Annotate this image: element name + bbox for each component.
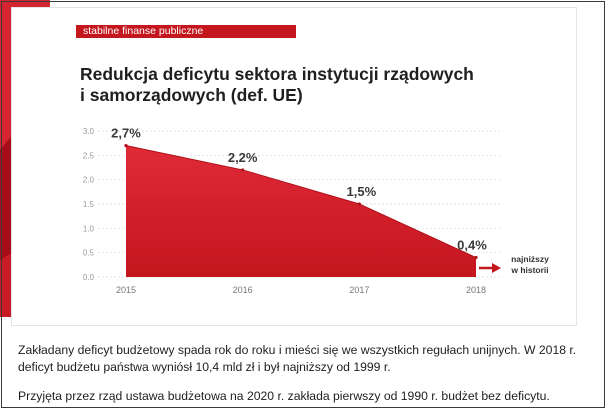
annotation-line-1: najniższy xyxy=(511,254,549,264)
y-tick-label: 2.5 xyxy=(82,151,94,161)
x-tick-label: 2017 xyxy=(349,285,370,295)
data-label: 2,7% xyxy=(111,125,141,141)
y-axis-ticks xyxy=(83,127,95,282)
y-tick-label: 0.0 xyxy=(82,273,94,282)
area-fill xyxy=(126,146,476,277)
x-axis-ticks xyxy=(116,285,486,295)
y-tick-label: 1.5 xyxy=(82,200,94,209)
area-series xyxy=(124,144,477,277)
data-point xyxy=(474,256,477,259)
body-paragraph-2: Przyjęta przez rząd ustawa budżetowa na 2020 r. zakłada pierwszy od 1990 r. budżet bez deficytu. xyxy=(18,389,550,403)
y-tick-label: 0.5 xyxy=(82,248,94,258)
y-tick-label: 1.0 xyxy=(82,224,94,234)
tagline-banner: stabilne finanse publiczne xyxy=(76,25,296,38)
annotation-line-2: w historii xyxy=(511,265,549,275)
y-tick-label: 3.0 xyxy=(82,127,94,136)
body-paragraph-1: Zakładany deficyt budżetowy spada rok do roku i mieści się we wszystkich regułach unijnych. W 2018 r. deficyt budżetu państwa wyniósł 10,4 mld zł i był najniższy od 1999 r. xyxy=(18,343,577,374)
data-label: 2,2% xyxy=(227,149,258,165)
data-label: 0,4% xyxy=(457,237,487,253)
data-point xyxy=(241,168,244,171)
data-point xyxy=(124,144,127,147)
chart-title-line-1: Redukcja deficytu sektora instytucji rządowych xyxy=(80,64,474,84)
data-label: 1,5% xyxy=(346,184,377,199)
arrow-right-icon xyxy=(492,263,501,273)
x-tick-label: 2018 xyxy=(465,285,487,295)
x-tick-label: 2016 xyxy=(232,285,253,295)
chart-title-line-2: i samorządowych (def. UE) xyxy=(80,85,303,105)
data-point xyxy=(358,202,361,205)
y-tick-label: 2.0 xyxy=(82,175,94,185)
record-low-annotation xyxy=(479,254,549,275)
x-tick-label: 2015 xyxy=(115,285,137,295)
